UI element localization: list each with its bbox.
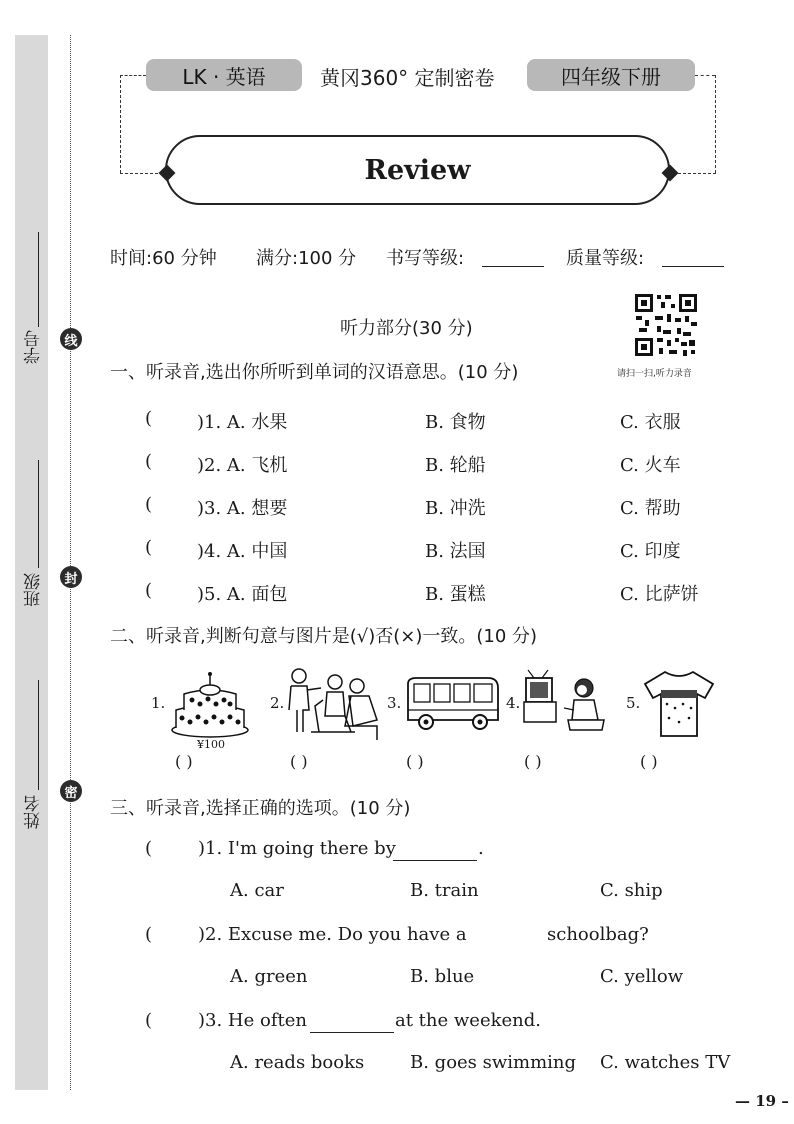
option-a: A. car	[230, 880, 284, 901]
qr-caption: 请扫一扫,听力录音	[617, 369, 692, 379]
name-label: 姓名	[24, 795, 44, 829]
section1-title: 一、听录音,选出你所听到单词的汉语意思。(10 分)	[110, 362, 519, 383]
answer-paren-open: (	[145, 924, 153, 945]
name-line	[38, 680, 39, 790]
answer-paren-open: (	[145, 494, 153, 515]
question-2-tail: schoolbag?	[547, 924, 649, 945]
picture-number: 5.	[626, 694, 641, 712]
frame-dash	[120, 75, 146, 76]
question-option-c: C. 衣服	[620, 412, 681, 433]
writing-grade-label: 书写等级:	[386, 248, 465, 269]
question-option-a: )5. A. 面包	[197, 584, 288, 605]
question-option-b: B. 法国	[425, 541, 486, 562]
picture-number: 4.	[506, 694, 521, 712]
question-1-tail: .	[478, 838, 484, 859]
question-option-c: C. 火车	[620, 455, 681, 476]
question-option-a: )4. A. 中国	[197, 541, 288, 562]
option-b: B. train	[410, 880, 479, 901]
student-no-label: 学号	[24, 330, 44, 364]
question-option-c: C. 比萨饼	[620, 584, 699, 605]
answer-paren[interactable]: ( )	[175, 752, 193, 771]
option-a: A. green	[230, 966, 308, 987]
question-option-b: B. 冲洗	[425, 498, 486, 519]
question-3-blank[interactable]	[310, 1032, 394, 1033]
people-icon	[285, 666, 380, 744]
question-2-text: )2. Excuse me. Do you have a	[198, 924, 467, 945]
answer-paren[interactable]: ( )	[640, 752, 658, 771]
title-banner	[165, 135, 670, 205]
answer-paren-open: (	[145, 580, 153, 601]
question-option-a: )2. A. 飞机	[197, 455, 288, 476]
picture-number: 1.	[151, 694, 166, 712]
series-title: 黄冈360° 定制密卷	[320, 66, 495, 90]
answer-paren[interactable]: ( )	[524, 752, 542, 771]
seal-secret: 密	[60, 780, 82, 802]
quality-grade-field[interactable]	[662, 266, 724, 267]
bus-icon	[404, 676, 500, 732]
option-b: B. blue	[410, 966, 475, 987]
seal-line: 线	[60, 328, 82, 350]
grade-pill: 四年级下册	[527, 59, 695, 91]
student-no-line	[38, 232, 39, 327]
time-info: 时间:60 分钟	[110, 248, 217, 269]
question-3-tail: at the weekend.	[395, 1010, 541, 1031]
cut-line	[70, 35, 71, 1090]
question-1-blank[interactable]	[393, 860, 477, 861]
girl-tv-icon	[520, 668, 606, 736]
answer-paren-open: (	[145, 838, 153, 859]
section3-title: 三、听录音,选择正确的选项。(10 分)	[110, 798, 411, 819]
question-option-b: B. 蛋糕	[425, 584, 486, 605]
class-line	[38, 460, 39, 568]
question-option-b: B. 食物	[425, 412, 486, 433]
listening-title: 听力部分(30 分)	[340, 318, 473, 339]
picture-number: 2.	[270, 694, 285, 712]
option-a: A. reads books	[230, 1052, 365, 1073]
question-option-b: B. 轮船	[425, 455, 486, 476]
class-label: 班级	[24, 573, 44, 607]
picture-number: 3.	[387, 694, 402, 712]
option-b: B. goes swimming	[410, 1052, 577, 1073]
cake-icon	[170, 670, 250, 740]
frame-dash	[120, 75, 121, 173]
answer-paren[interactable]: ( )	[290, 752, 308, 771]
answer-paren-open: (	[145, 537, 153, 558]
binding-strip	[15, 35, 48, 1090]
quality-grade-label: 质量等级:	[566, 248, 645, 269]
option-c: C. yellow	[600, 966, 684, 987]
seal-seal: 封	[60, 566, 82, 588]
qr-code-icon[interactable]	[633, 292, 699, 358]
question-3-text: )3. He often	[198, 1010, 307, 1031]
answer-paren-open: (	[145, 451, 153, 472]
page-number: — 19 –	[735, 1092, 789, 1110]
question-option-c: C. 印度	[620, 541, 681, 562]
writing-grade-field[interactable]	[482, 266, 544, 267]
subject-pill: LK · 英语	[146, 59, 302, 91]
section2-title: 二、听录音,判断句意与图片是(√)否(×)一致。(10 分)	[110, 626, 538, 647]
answer-paren[interactable]: ( )	[406, 752, 424, 771]
frame-dash	[715, 75, 716, 173]
price-label: ¥100	[197, 738, 225, 751]
full-score-info: 满分:100 分	[256, 248, 357, 269]
answer-paren-open: (	[145, 408, 153, 429]
tshirt-icon	[643, 668, 715, 740]
question-1-text: )1. I'm going there by	[198, 838, 396, 859]
question-option-c: C. 帮助	[620, 498, 681, 519]
answer-paren-open: (	[145, 1010, 153, 1031]
frame-dash	[695, 75, 715, 76]
question-option-a: )3. A. 想要	[197, 498, 288, 519]
page-title: Review	[364, 154, 471, 186]
option-c: C. ship	[600, 880, 663, 901]
option-c: C. watches TV	[600, 1052, 731, 1073]
question-option-a: )1. A. 水果	[197, 412, 288, 433]
